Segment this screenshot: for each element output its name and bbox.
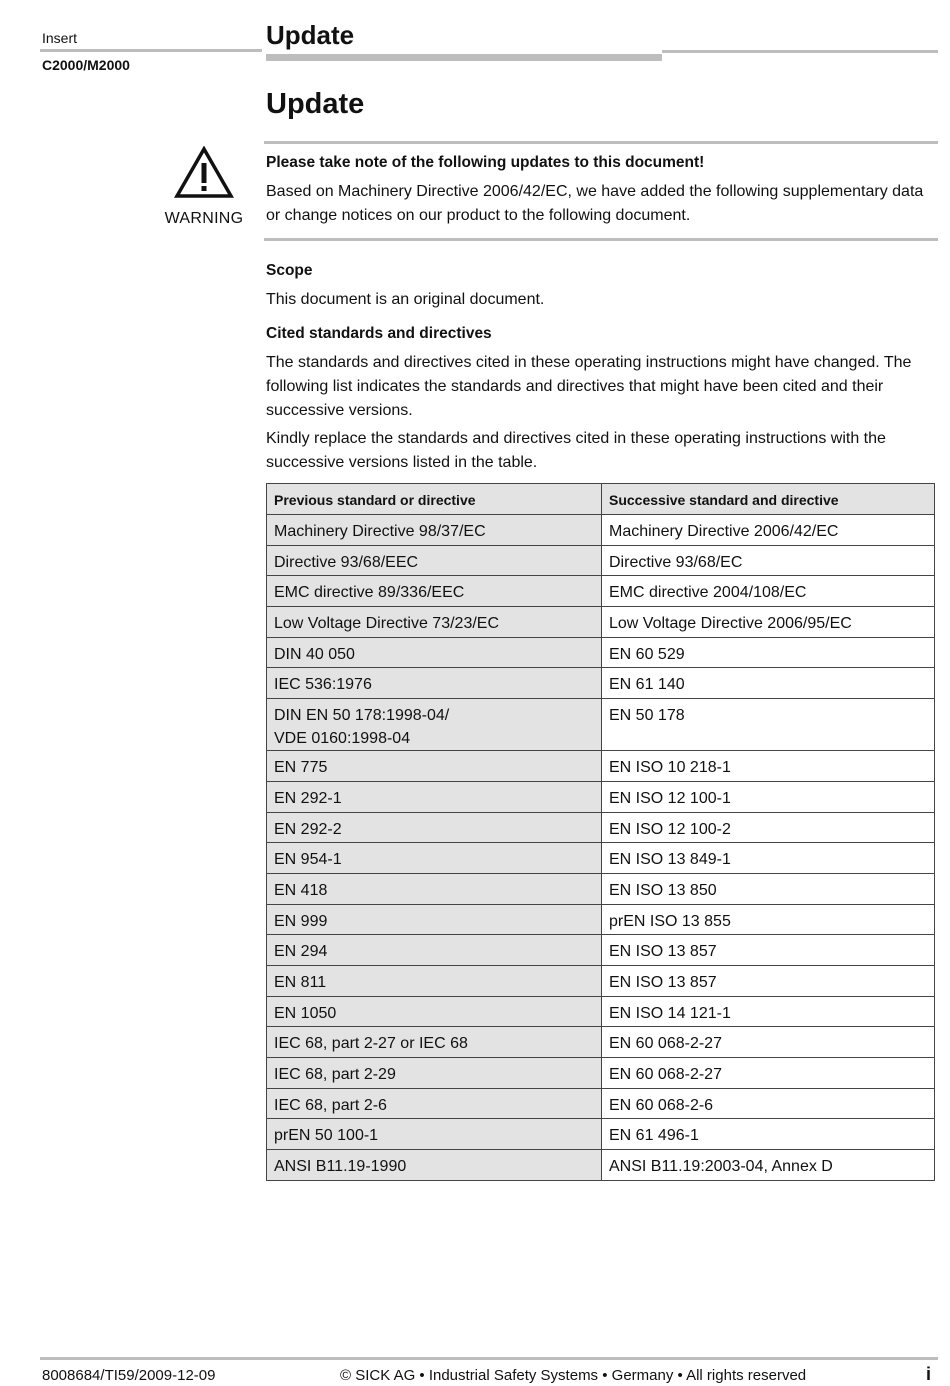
table-row [267,637,935,668]
cell-successive-standard: EN ISO 14 121-1 [602,996,935,1027]
footer-page-number: i [926,1364,932,1384]
footer-divider [40,1357,938,1360]
cell-previous-standard: EN 775 [267,751,602,782]
table-row [267,576,935,607]
table-row [267,1088,935,1119]
table-row [267,1058,935,1089]
column-header-successive: Successive standard and directive [602,484,935,515]
scope-text: This document is an original document. [266,291,545,308]
cell-previous-standard: EN 999 [267,904,602,935]
cell-successive-standard: Directive 93/68/EC [602,545,935,576]
table-row [267,607,935,638]
cited-paragraph-1: The standards and directives cited in these operating instructions might have changed. The following list indicates the standards and directives that might have been cited and their successive versions. [266,354,912,419]
table-body [267,515,935,1181]
cell-successive-standard: EN ISO 13 857 [602,965,935,996]
table-row [267,965,935,996]
table-row [267,935,935,966]
cell-successive-standard: EN ISO 12 100-2 [602,812,935,843]
cell-previous-standard: IEC 536:1976 [267,668,602,699]
table-row [267,1027,935,1058]
table-row [267,996,935,1027]
footer-copyright: © SICK AG • Industrial Safety Systems • Germany • All rights reserved [340,1367,807,1384]
table-row [267,812,935,843]
footer-doc-id: 8008684/TI59/2009-12-09 [42,1367,216,1384]
page-title: Update [266,88,365,120]
cell-successive-standard: Low Voltage Directive 2006/95/EC [602,607,935,638]
table-row [267,1119,935,1150]
header-product: C2000/M2000 [42,57,130,73]
cell-previous-standard: EN 954-1 [267,843,602,874]
cell-previous-standard: EN 1050 [267,996,602,1027]
header-divider-left [40,49,262,52]
cell-previous-standard: IEC 68, part 2-29 [267,1058,602,1089]
table-row [267,668,935,699]
cell-previous-standard: ANSI B11.19-1990 [267,1150,602,1181]
cell-previous-standard: EMC directive 89/336/EEC [267,576,602,607]
header-section: Insert [42,30,78,46]
warning-heading: Please take note of the following updates to this document! [266,154,705,171]
table-row [267,843,935,874]
cell-successive-standard: EN 61 496-1 [602,1119,935,1150]
cell-previous-standard: EN 292-1 [267,781,602,812]
warning-triangle-icon [174,146,234,200]
cell-successive-standard: EN ISO 13 857 [602,935,935,966]
cell-successive-standard: EN 60 068-2-27 [602,1027,935,1058]
table-row [267,545,935,576]
table-row [267,699,935,751]
cell-successive-standard: EN 50 178 [602,699,935,751]
table-header-row [267,484,935,515]
table-row [267,904,935,935]
cited-heading: Cited standards and directives [266,325,492,342]
cell-successive-standard: EN 60 068-2-27 [602,1058,935,1089]
cell-previous-standard: EN 292-2 [267,812,602,843]
table-row [267,781,935,812]
cell-successive-standard: EMC directive 2004/108/EC [602,576,935,607]
table-row [267,1150,935,1181]
header-title: Update [266,20,355,50]
cell-successive-standard: EN ISO 13 849-1 [602,843,935,874]
cell-successive-standard: ANSI B11.19:2003-04, Annex D [602,1150,935,1181]
cell-previous-standard: IEC 68, part 2-27 or IEC 68 [267,1027,602,1058]
column-header-previous: Previous standard or directive [267,484,602,515]
cell-previous-standard: EN 418 [267,873,602,904]
cell-previous-standard: Low Voltage Directive 73/23/EC [267,607,602,638]
cell-successive-standard: EN ISO 13 850 [602,873,935,904]
cell-previous-standard: prEN 50 100-1 [267,1119,602,1150]
cell-previous-standard: EN 811 [267,965,602,996]
cell-previous-standard: EN 294 [267,935,602,966]
cell-successive-standard: EN ISO 12 100-1 [602,781,935,812]
cited-paragraph-2: Kindly replace the standards and directives cited in these operating instructions with the successive versions listed in the table. [266,430,886,471]
table-row [267,515,935,546]
header-divider-main [266,54,662,61]
cell-successive-standard: EN ISO 10 218-1 [602,751,935,782]
title-divider [264,141,938,144]
cell-previous-standard: DIN EN 50 178:1998-04/ VDE 0160:1998-04 [267,699,602,751]
header-divider-right [662,50,938,53]
warning-label: WARNING [164,210,244,227]
cell-successive-standard: EN 61 140 [602,668,935,699]
cell-previous-standard: DIN 40 050 [267,637,602,668]
standards-table [266,483,935,1181]
table-row [267,751,935,782]
cell-previous-standard: Machinery Directive 98/37/EC [267,515,602,546]
warning-text: Based on Machinery Directive 2006/42/EC, we have added the following supplementary data or change notices on our product to the following document. [266,183,924,224]
cell-successive-standard: EN 60 068-2-6 [602,1088,935,1119]
cell-previous-standard: Directive 93/68/EEC [267,545,602,576]
cell-successive-standard: prEN ISO 13 855 [602,904,935,935]
cell-previous-standard: IEC 68, part 2-6 [267,1088,602,1119]
scope-heading: Scope [266,262,313,279]
warning-divider [264,238,938,241]
cell-successive-standard: Machinery Directive 2006/42/EC [602,515,935,546]
cell-successive-standard: EN 60 529 [602,637,935,668]
table-row [267,873,935,904]
